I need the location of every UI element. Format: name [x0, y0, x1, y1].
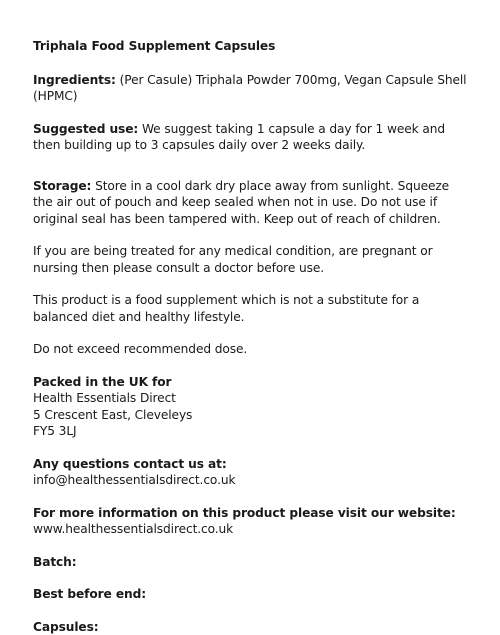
packer-heading: Packed in the UK for	[33, 374, 470, 391]
capsules-field	[33, 619, 470, 635]
batch-label: Batch:	[33, 555, 77, 569]
contact-email: info@healthessentialsdirect.co.uk	[33, 472, 470, 489]
storage-heading: Storage:	[33, 179, 91, 193]
website-heading: For more information on this product please visit our website:	[33, 505, 470, 522]
suggested-use-section	[33, 121, 470, 154]
capsules-label: Capsules:	[33, 620, 99, 634]
ingredients-section	[33, 72, 470, 105]
suggested-use-heading: Suggested use:	[33, 122, 138, 136]
contact-heading: Any questions contact us at:	[33, 456, 470, 473]
packer-section	[33, 374, 470, 440]
website-section	[33, 505, 470, 538]
storage-text: Store in a cool dark dry place away from sunlight. Squeeze the air out of pouch and keep sealed when not in use. Do not use if original seal has been tampered with. Keep out of reach of children.	[33, 179, 449, 226]
best-before-field	[33, 586, 470, 603]
supplement-notice: This product is a food supplement which is not a substitute for a balanced diet and healthy lifestyle.	[33, 292, 470, 325]
packer-street: 5 Crescent East, Cleveleys	[33, 407, 470, 424]
packer-postcode: FY5 3LJ	[33, 423, 470, 440]
packer-company: Health Essentials Direct	[33, 390, 470, 407]
storage-section	[33, 178, 470, 228]
best-before-label: Best before end:	[33, 587, 146, 601]
ingredients-heading: Ingredients:	[33, 73, 116, 87]
suggested-use-text: We suggest taking 1 capsule a day for 1 week and then building up to 3 capsules daily over 2 weeks daily.	[33, 122, 445, 153]
contact-section	[33, 456, 470, 489]
ingredients-text: (Per Casule) Triphala Powder 700mg, Vegan Capsule Shell (HPMC)	[33, 73, 466, 104]
batch-field	[33, 554, 470, 571]
medical-warning: If you are being treated for any medical condition, are pregnant or nursing then please consult a doctor before use.	[33, 243, 470, 276]
product-title: Triphala Food Supplement Capsules	[33, 38, 470, 55]
website-url: www.healthessentialsdirect.co.uk	[33, 521, 470, 538]
dose-warning: Do not exceed recommended dose.	[33, 341, 470, 358]
